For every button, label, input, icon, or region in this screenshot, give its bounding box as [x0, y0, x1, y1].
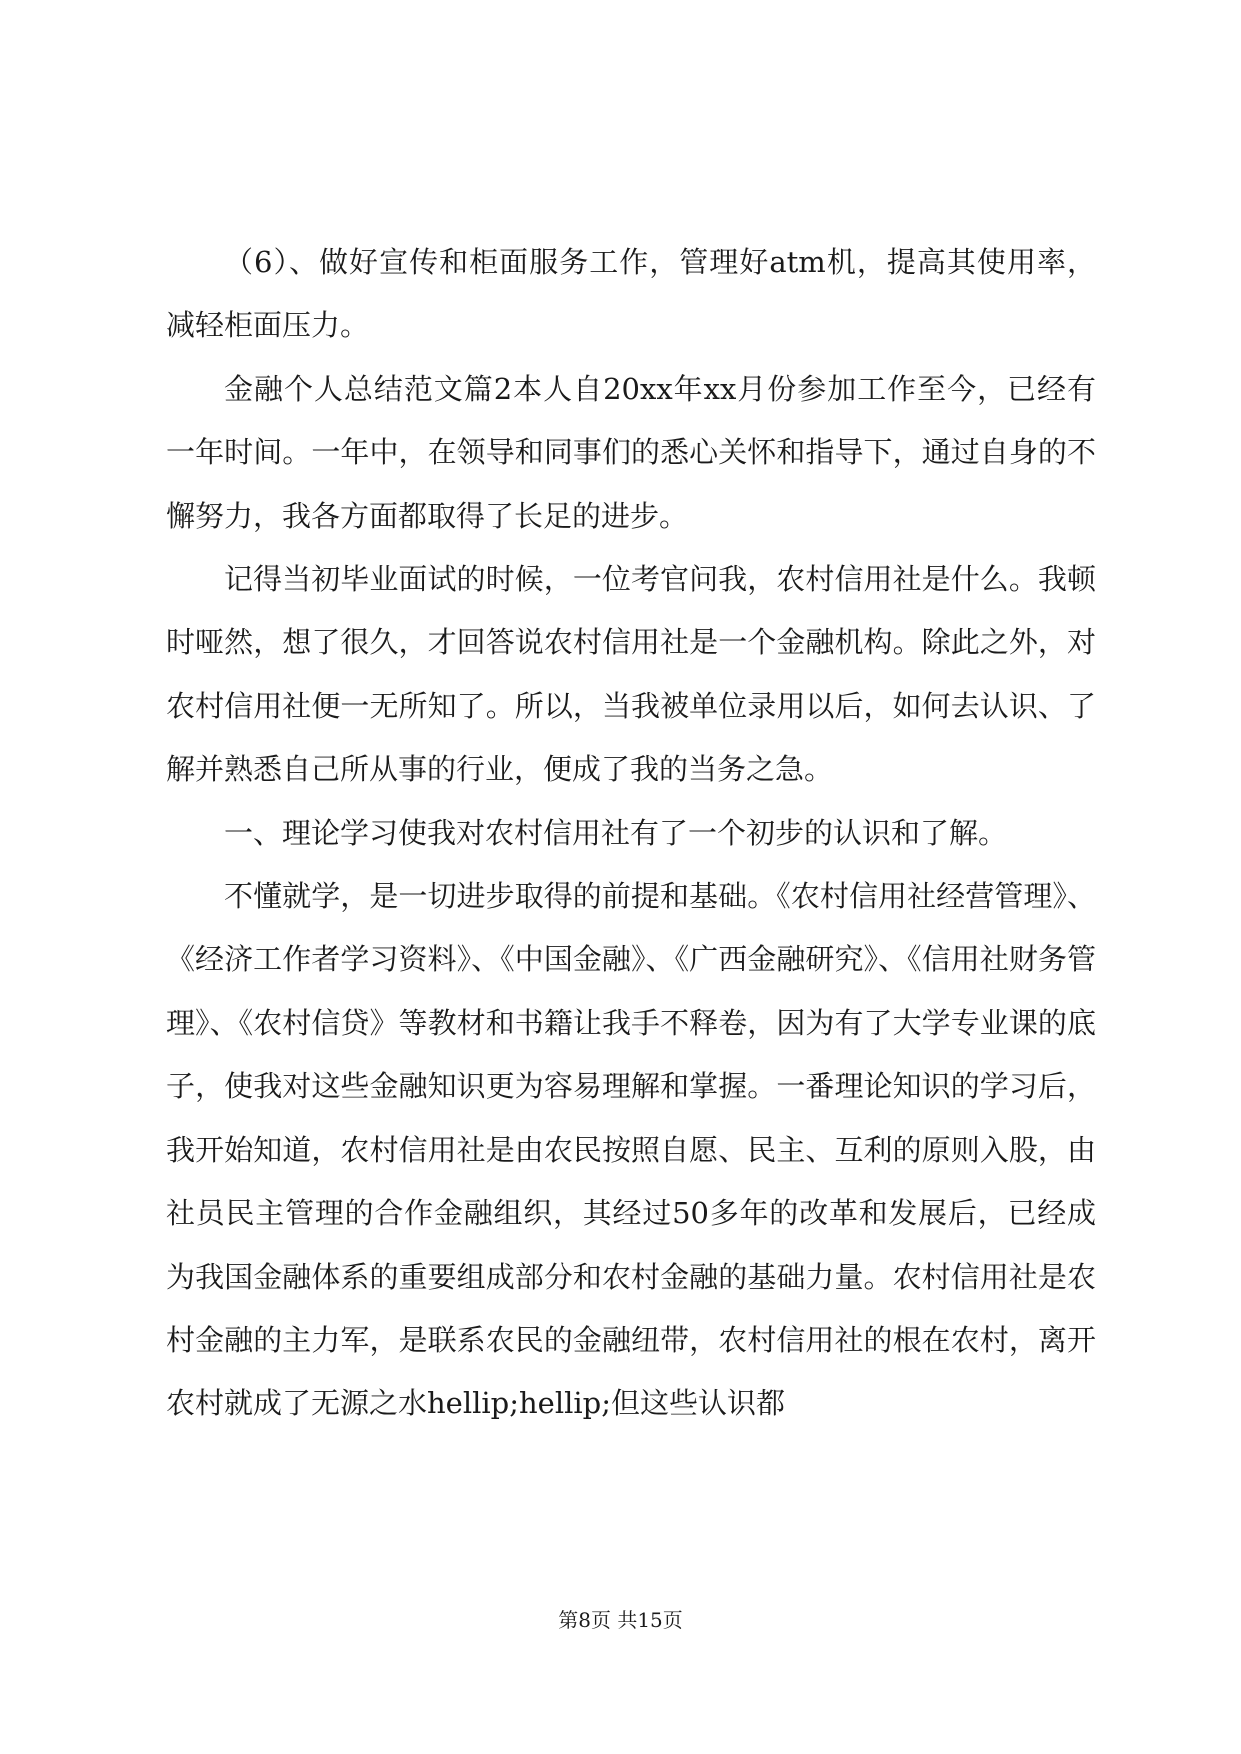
paragraph-1: （6）、做好宣传和柜面服务工作，管理好atm机，提高其使用率，减轻柜面压力。: [166, 245, 1096, 343]
paragraph-4: 一、理论学习使我对农村信用社有了一个初步的认识和了解。: [224, 815, 1008, 850]
document-body: [166, 231, 1096, 1436]
paragraph-5: 不懂就学，是一切进步取得的前提和基础。《农村信用社经营管理》、《经济工作者学习资料》、《中国金融》、《广西金融研究》、《信用社财务管理》、《农村信贷》等教材和书籍让我手不释卷，因为有了大学专业课的底子，使我对这些金融知识更为容易理解和掌握。一番理论知识的学习后，我开始知道，农村信用社是由农民按照自愿、民主、互利的原则入股，由社员民主管理的合作金融组织，其经过50多年的改革和发展后，已经成为我国金融体系的重要组成部分和农村金融的基础力量。农村信用社是农村金融的主力军，是联系农民的金融纽带，农村信用社的根在农村，离开农村就成了无源之水hellip;hellip;但这些认识都: [166, 879, 1096, 1421]
page-number-footer: 第8页 共15页: [558, 1608, 683, 1632]
paragraph-3: 记得当初毕业面试的时候，一位考官问我，农村信用社是什么。我顿时哑然，想了很久，才回答说农村信用社是一个金融机构。除此之外，对农村信用社便一无所知了。所以，当我被单位录用以后，如何去认识、了解并熟悉自己所从事的行业，便成了我的当务之急。: [166, 562, 1096, 787]
paragraph-2: 金融个人总结范文篇2本人自20xx年xx月份参加工作至今，已经有一年时间。一年中，在领导和同事们的悉心关怀和指导下，通过自身的不懈努力，我各方面都取得了长足的进步。: [166, 371, 1096, 533]
